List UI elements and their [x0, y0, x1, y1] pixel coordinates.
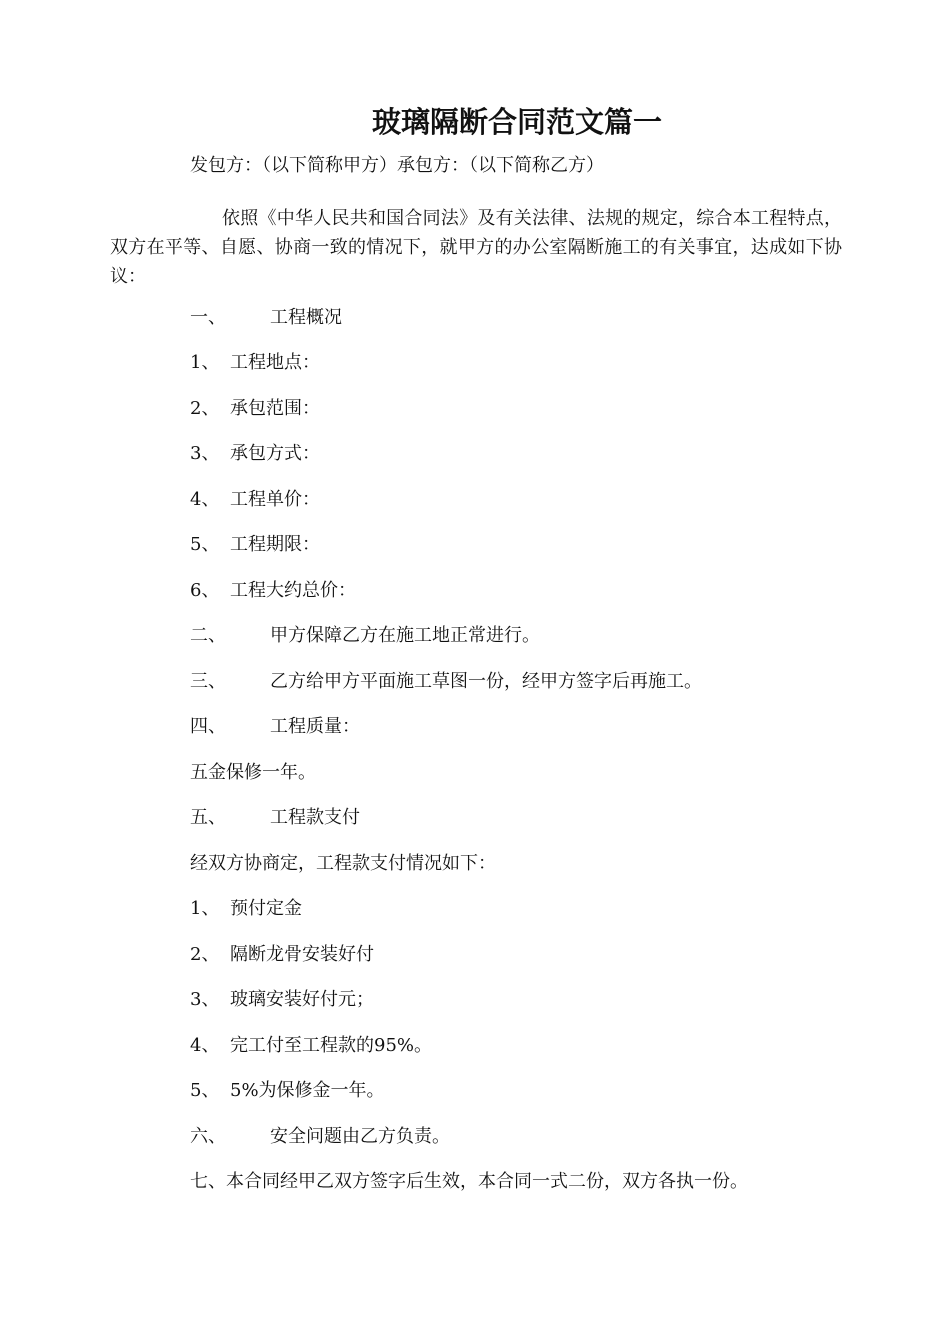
section-number: 六、 [190, 1126, 226, 1147]
list-item [190, 533, 320, 557]
section-number: 二、 [190, 625, 226, 646]
section-4-body: 五金保修一年。 [190, 762, 316, 783]
item-text: 工程大约总价： [230, 580, 356, 601]
section-1-heading [190, 306, 342, 330]
item-text: 承包范围： [230, 398, 320, 419]
section-number: 一、 [190, 307, 226, 328]
item-text: 承包方式： [230, 443, 320, 464]
item-number: 2、 [190, 398, 220, 419]
list-item [190, 488, 320, 512]
section-5-body: 经双方协商定，工程款支付情况如下： [190, 853, 496, 874]
list-item [190, 579, 356, 603]
item-text: 工程单价： [230, 489, 320, 510]
section-6-heading [190, 1125, 450, 1149]
list-item [190, 1079, 385, 1103]
item-text: 工程期限： [230, 534, 320, 555]
list-item [190, 442, 320, 466]
intro-paragraph: 依照《中华人民共和国合同法》及有关法律、法规的规定，综合本工程特点，双方在平等、自愿、协商一致的情况下，就甲方的办公室隔断施工的有关事宜，达成如下协议： [110, 208, 842, 287]
list-item [190, 397, 320, 421]
section-text: 安全问题由乙方负责。 [270, 1126, 450, 1147]
item-number: 3、 [190, 989, 220, 1010]
item-number: 3、 [190, 443, 220, 464]
item-number: 5、 [190, 534, 220, 555]
section-5-heading [190, 806, 360, 830]
section-3-heading [190, 670, 702, 694]
section-text: 工程质量： [270, 716, 360, 737]
list-item [190, 351, 320, 375]
item-text: 工程地点： [230, 352, 320, 373]
list-item [190, 943, 374, 967]
item-number: 1、 [190, 352, 220, 373]
item-number: 4、 [190, 489, 220, 510]
item-number: 5、 [190, 1080, 220, 1101]
section-text: 乙方给甲方平面施工草图一份，经甲方签字后再施工。 [270, 671, 702, 692]
item-number: 1、 [190, 898, 220, 919]
list-item [190, 897, 302, 921]
list-item [190, 1034, 432, 1058]
item-text: 完工付至工程款的95%。 [230, 1035, 433, 1056]
section-number: 五、 [190, 807, 226, 828]
item-number: 4、 [190, 1035, 220, 1056]
item-number: 2、 [190, 944, 220, 965]
section-text: 甲方保障乙方在施工地正常进行。 [270, 625, 540, 646]
section-number: 四、 [190, 716, 226, 737]
section-4-heading [190, 715, 360, 739]
item-text: 隔断龙骨安装好付 [230, 944, 374, 965]
document-title: 玻璃隔断合同范文篇一 [372, 105, 663, 139]
section-7-line: 七、本合同经甲乙双方签字后生效，本合同一式二份，双方各执一份。 [190, 1171, 748, 1192]
section-text: 工程概况 [270, 307, 342, 328]
section-number: 三、 [190, 671, 226, 692]
item-number: 6、 [190, 580, 220, 601]
section-2-heading [190, 624, 540, 648]
list-item [190, 988, 374, 1012]
section-text: 工程款支付 [270, 807, 360, 828]
parties-line: 发包方：（以下简称甲方）承包方：（以下简称乙方） [190, 155, 604, 176]
item-text: 预付定金 [230, 898, 302, 919]
item-text: 5%为保修金一年。 [230, 1080, 385, 1101]
item-text: 玻璃安装好付元； [230, 989, 374, 1010]
